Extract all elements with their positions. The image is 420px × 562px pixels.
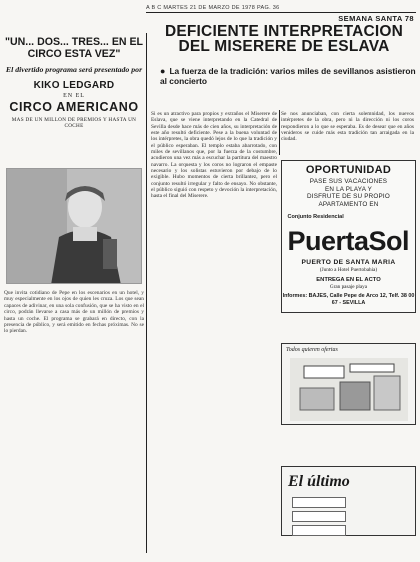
presenter-name: KIKO LEDGARD [33, 80, 115, 91]
bullet-icon: ● [160, 66, 166, 76]
ad-logo-text: PuertaSol [287, 226, 410, 257]
top-rule [146, 12, 416, 13]
column-divider [279, 110, 280, 155]
promo-connector: EN EL [63, 93, 85, 99]
ultimo-title: El último [288, 473, 350, 490]
ad-logo [286, 212, 412, 258]
ultimo-boxes [292, 497, 346, 539]
promo-tagline: MAS DE UN MILLON DE PREMIOS Y HASTA UN COCHE [11, 117, 137, 129]
presenter-photo [6, 168, 142, 284]
article-headline: DEFICIENTE INTERPRETACION DEL MISERERE DE ESLAVA [164, 23, 404, 55]
ad-location-note: (Junto a Hotel Puertobahia) [319, 267, 378, 274]
offers-ad [281, 343, 416, 425]
offers-graphic [290, 358, 408, 421]
ad-location: PUERTO DE SANTA MARIA [301, 259, 396, 267]
ultimo-ad [281, 466, 416, 536]
ad-logo-small: Conjunto Residencial [287, 214, 344, 221]
ultimo-box [292, 525, 346, 536]
ad-lines [282, 178, 415, 208]
ultimo-box [292, 497, 346, 508]
article-column-b: Se nos anunciaban, con cierta solemnidad, los nuevos intérpretes de la obra, pero ni la dirección ni los coros respondieron a lo que se esperaba. Es de desear que en años venideros se cuide más esta tradición tan arraigada en la ciudad. [281, 111, 414, 143]
ultimo-box [292, 511, 346, 522]
ad-contact: Informes: BAJES, Calle Pepe de Arco 12, Telf. 38 00 67 - SEVILLA [282, 293, 415, 306]
ad-line: APARTAMENTO EN [318, 200, 379, 208]
section-tag: SEMANA SANTA 78 [338, 14, 414, 23]
ad-title: OPORTUNIDAD [305, 164, 392, 176]
promo-body: Que invita cotidiano de Pepe en los escenarios en un hotel, y muy especialmente en los ojos de quien les cruza. Los que sean capaces de adivinar, en una sola confusión, que se ha visto en el circo, podrán llevarse a casa más de un millón de premios y hasta un coche. El programa se grabará en directo, con la presencia de público, y será emitido en fechas próximas. No se lo pierdan. [4, 290, 144, 335]
subhead-text: La fuerza de la tradición: varios miles de sevillanos asistieron al concierto [160, 66, 416, 86]
running-head: A B C MARTES 21 DE MARZO DE 1978 PAG. 36 [146, 5, 280, 11]
offers-title: Todos quieren ofertas [286, 347, 338, 353]
promo-block [4, 33, 144, 129]
promo-title: "UN... DOS... TRES... EN EL CIRCO ESTA VEZ" [4, 36, 144, 60]
ad-delivery: ENTREGA EN EL ACTO [316, 277, 381, 284]
puertasol-ad [281, 160, 416, 313]
ad-line: DISFRUTE DE SU PROPIO [307, 193, 390, 201]
promo-subtitle: El divertido programa será presentado por [5, 65, 143, 74]
show-name: CIRCO AMERICANO [9, 100, 139, 114]
left-divider [146, 33, 147, 553]
article-subhead [160, 66, 416, 86]
ad-line: PASE SUS VACACIONES [309, 178, 388, 185]
ad-delivery-note: Gran pasaje playa [329, 284, 368, 291]
ad-line: EN LA PLAYA Y [324, 185, 373, 193]
photo-graphic [7, 169, 142, 284]
article-column-a: Si es un atractivo para propios y extraños el Miserere de Eslava, que se viene interpretando en la Catedral de Sevilla desde hace más de cien años, su interpretación de este año resultó deficiente. Pese a la buena voluntad de los intérpretes, la obra quedó lejos de lo que la tradición y el público esperaban. El templo estaba abarrotado, con miles de sevillanos que, por la fuerza de la costumbre, acudieron una vez más a escuchar la partitura del maestro navarro. La orquesta y los coros no lograron el empaste necesario y los solistas estuvieron por debajo de lo exigible. Hubo momentos de cierta brillantez, pero el conjunto resultó irregular y falto de ensayo. No obstante, el público siguió con respeto y devoción la interpretación, hasta el final del Miserere. [151, 111, 277, 200]
